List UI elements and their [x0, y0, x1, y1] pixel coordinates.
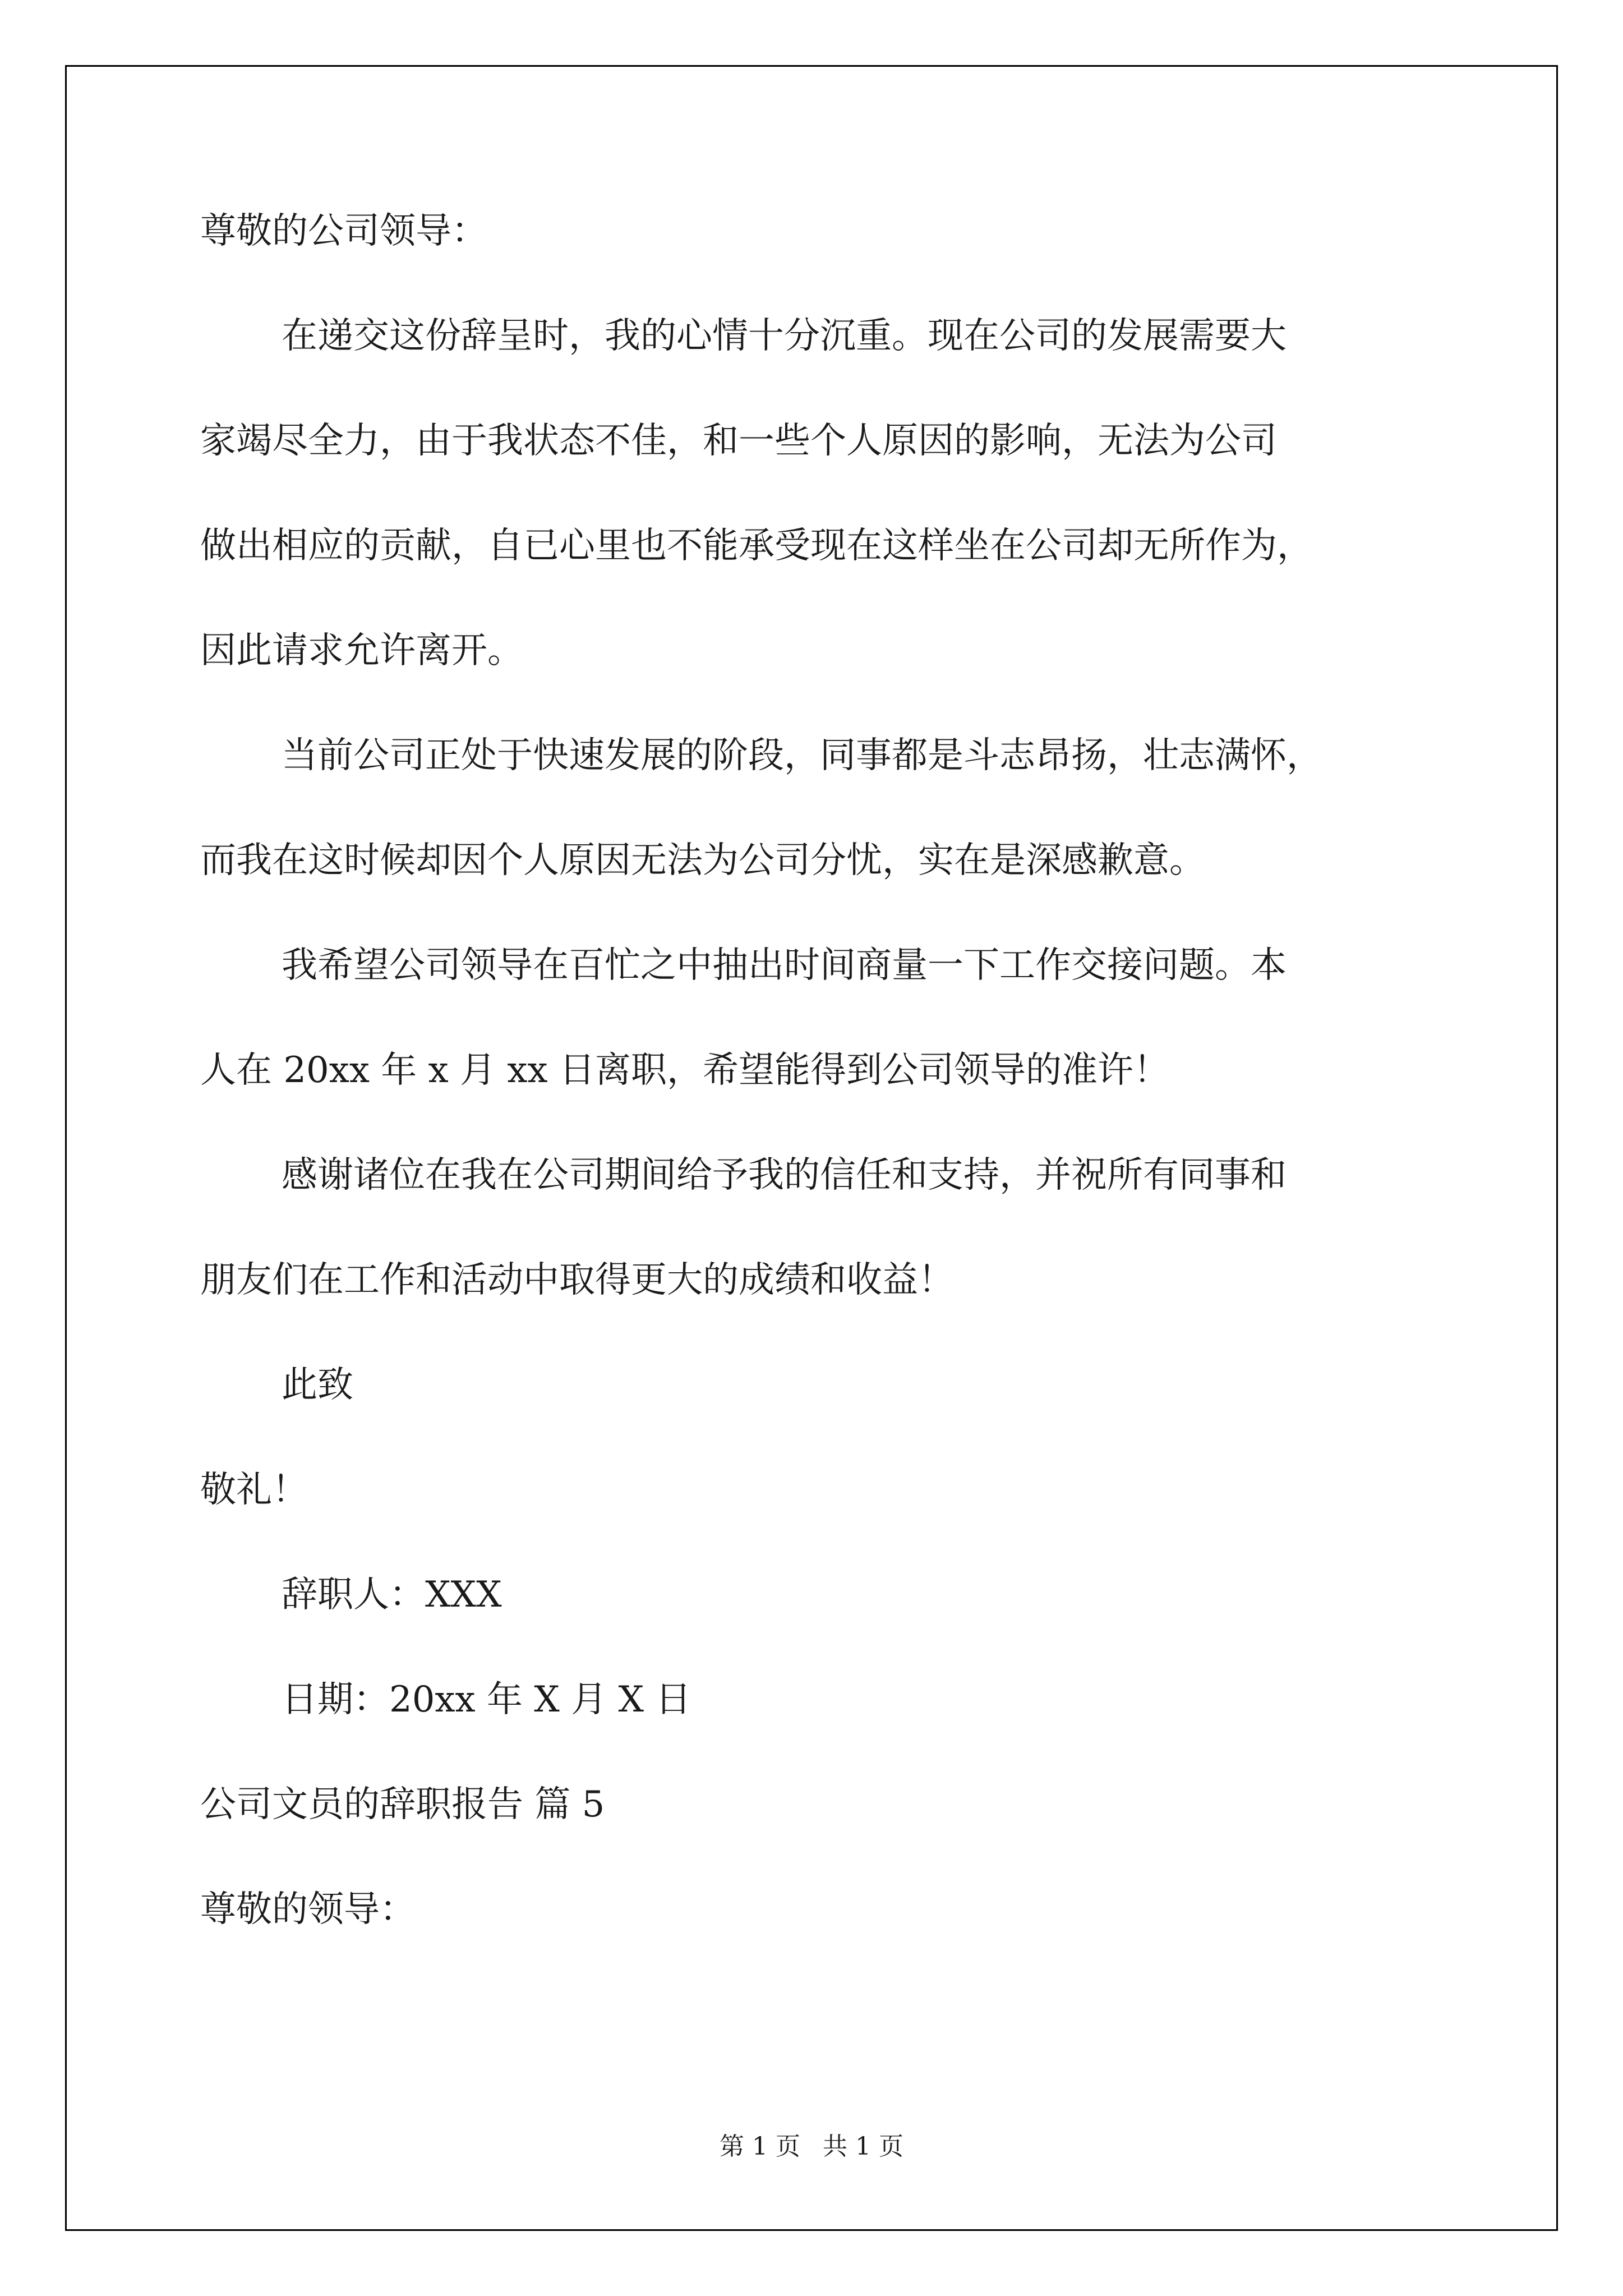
- signature-name: 辞职人：XXX: [282, 1574, 502, 1616]
- paragraph-line: 朋友们在工作和活动中取得更大的成绩和收益！: [200, 1259, 954, 1301]
- document-body: [200, 210, 1423, 1996]
- section-heading: 公司文员的辞职报告 篇 5: [200, 1784, 605, 1825]
- paragraph-line: 在递交这份辞呈时，我的心情十分沉重。现在公司的发展需要大: [282, 315, 1287, 357]
- page-footer: [0, 2134, 1623, 2159]
- paragraph-line: 人在 20xx 年 x 月 xx 日离职，希望能得到公司领导的准许！: [200, 1050, 1169, 1091]
- paragraph-line: 感谢诸位在我在公司期间给予我的信任和支持，并祝所有同事和: [282, 1154, 1287, 1196]
- page-total: 共 1 页: [823, 2132, 903, 2161]
- signature-date: 日期：20xx 年 X 月 X 日: [282, 1679, 691, 1720]
- paragraph-line: 因此请求允许离开。: [200, 630, 523, 671]
- paragraph-line: 而我在这时候却因个人原因无法为公司分忧，实在是深感歉意。: [200, 840, 1205, 881]
- paragraph-line: 做出相应的贡献，自已心里也不能承受现在这样坐在公司却无所作为，: [200, 525, 1313, 567]
- closing-line: 此致: [282, 1364, 353, 1406]
- paragraph-line: 我希望公司领导在百忙之中抽出时间商量一下工作交接问题。本: [282, 945, 1287, 986]
- paragraph-line: 家竭尽全力，由于我状态不佳，和一些个人原因的影响，无法为公司: [200, 420, 1277, 462]
- page-number: 第 1 页: [720, 2132, 800, 2161]
- salutation: 尊敬的领导：: [200, 1889, 416, 1930]
- closing-salute: 敬礼！: [200, 1469, 308, 1511]
- salutation: 尊敬的公司领导：: [200, 210, 487, 252]
- paragraph-line: 当前公司正处于快速发展的阶段，同事都是斗志昂扬，壮志满怀，: [282, 735, 1322, 776]
